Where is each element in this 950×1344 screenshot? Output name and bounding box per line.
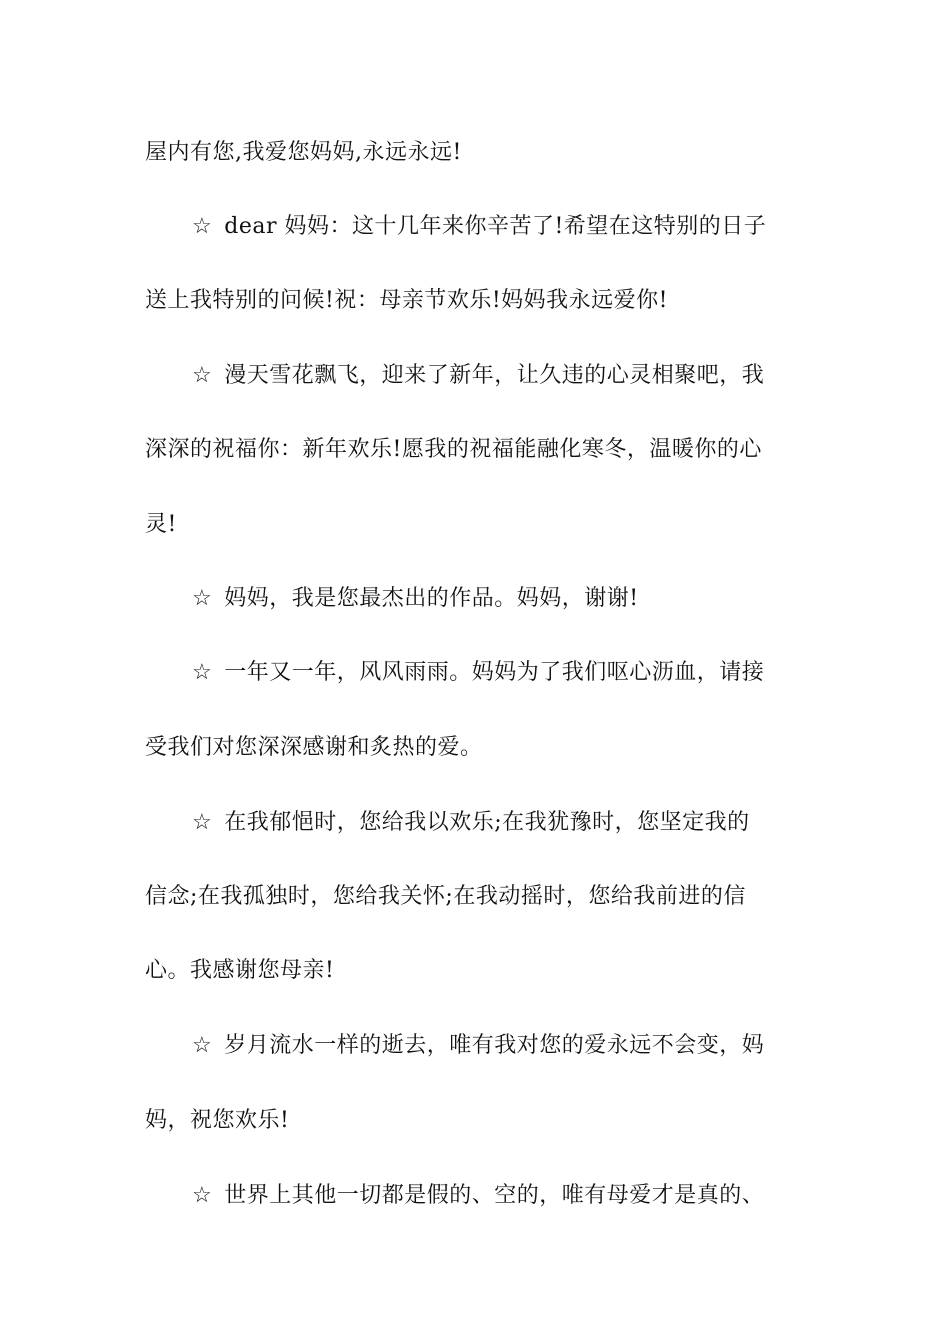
text-line: 受我们对您深深感谢和炙热的爱。 bbox=[145, 735, 483, 760]
bullet-paragraph bbox=[192, 1031, 810, 1061]
text-line: 妈妈，我是您最杰出的作品。妈妈，谢谢! bbox=[224, 586, 639, 611]
star-icon: ☆ bbox=[192, 1183, 213, 1208]
text-line: 在我郁悒时，您给我以欢乐;在我犹豫时，您坚定我的 bbox=[224, 810, 750, 835]
text-line: 深深的祝福你：新年欢乐!愿我的祝福能融化寒冬，温暖你的心 bbox=[145, 437, 762, 462]
star-icon: ☆ bbox=[192, 810, 213, 835]
bullet-paragraph bbox=[192, 658, 810, 688]
star-icon: ☆ bbox=[192, 214, 213, 239]
star-icon: ☆ bbox=[192, 1033, 213, 1058]
text-line: 送上我特别的问候!祝：母亲节欢乐!妈妈我永远爱你! bbox=[145, 288, 669, 313]
text-line: 屋内有您,我爱您妈妈,永远永远! bbox=[145, 140, 462, 165]
text-line: 信念;在我孤独时，您给我关怀;在我动摇时，您给我前进的信 bbox=[145, 884, 746, 909]
text-line: 心。我感谢您母亲! bbox=[145, 958, 335, 983]
text-line: 一年又一年，风风雨雨。妈妈为了我们呕心沥血，请接 bbox=[224, 660, 765, 685]
star-icon: ☆ bbox=[192, 363, 213, 388]
text-line: 灵! bbox=[145, 512, 177, 537]
text-line: 世界上其他一切都是假的、空的，唯有母爱才是真的、 bbox=[224, 1183, 765, 1208]
star-icon: ☆ bbox=[192, 660, 213, 685]
bullet-paragraph bbox=[192, 1181, 810, 1211]
star-icon: ☆ bbox=[192, 586, 213, 611]
bullet-paragraph bbox=[192, 584, 810, 614]
text-line: 妈，祝您欢乐! bbox=[145, 1108, 290, 1133]
bullet-paragraph bbox=[192, 808, 810, 838]
bullet-paragraph bbox=[192, 361, 810, 391]
bullet-paragraph bbox=[192, 212, 810, 242]
text-line: dear 妈妈：这十几年来你辛苦了!希望在这特别的日子 bbox=[224, 214, 767, 239]
text-line: 岁月流水一样的逝去，唯有我对您的爱永远不会变，妈 bbox=[224, 1033, 765, 1058]
text-line: 漫天雪花飘飞，迎来了新年，让久违的心灵相聚吧，我 bbox=[224, 363, 765, 388]
